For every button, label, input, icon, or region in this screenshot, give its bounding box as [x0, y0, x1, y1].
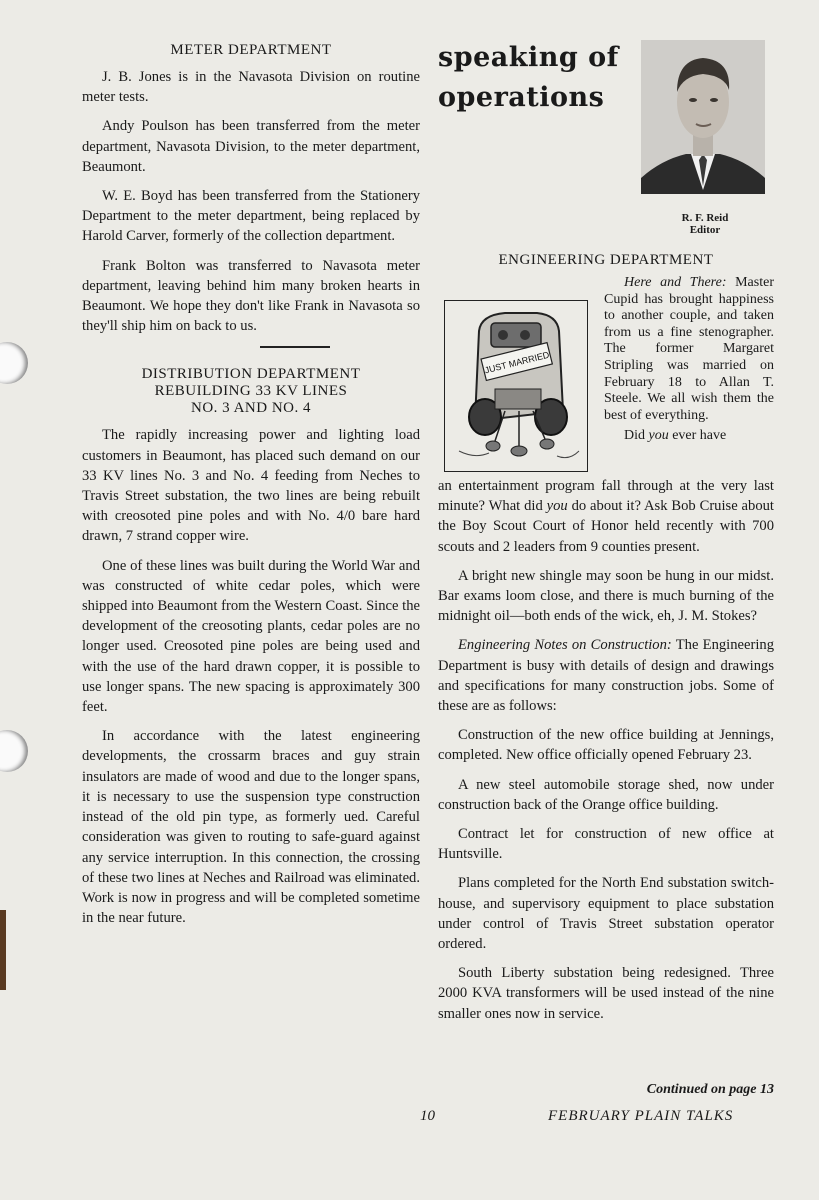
- cartoon-sign-text: JUST MARRIED: [483, 349, 551, 376]
- shingle-paragraph: A bright new shingle may soon be hung in our midst. Bar exams loom close, and there is much burning of the midnight oil—both ends of the wick, eh, J. M. Stokes?: [438, 567, 774, 625]
- binder-hole: [0, 342, 28, 384]
- meter-paragraph: Frank Bolton was transferred to Navasota meter department, leaving behind him many broken hearts in Beaumont. We hope they don't like Frank in Navasota so they'll ship him on back to us.: [82, 257, 420, 335]
- distribution-heading: [82, 366, 420, 417]
- did-you-tail: ever have: [672, 428, 727, 444]
- editor-name: R. F. Reid: [681, 212, 729, 224]
- binder-hole: [0, 730, 28, 772]
- car-cartoon-illustration: [445, 301, 587, 471]
- continued-note: Continued on page 13: [646, 1082, 774, 1097]
- construction-item: South Liberty substation being redesigned. Three 2000 KVA transformers will be used instead of the nine smaller ones now in service.: [438, 965, 774, 1022]
- here-and-there-paragraph: [604, 275, 774, 424]
- construction-item: Plans completed for the North End substation switch-house, and supervisory equipment to place substation under control of Travis Street substation operator ordered.: [438, 875, 774, 953]
- binding-edge: [0, 910, 6, 990]
- editor-photo: [641, 40, 765, 194]
- page-number: 10: [420, 1108, 435, 1124]
- editor-title: Editor: [689, 224, 721, 236]
- did-you-word: Did: [624, 428, 645, 444]
- engineering-notes-paragraph: [438, 635, 774, 716]
- did-you-line: [604, 428, 774, 445]
- meter-department-heading: METER DEPARTMENT: [170, 42, 332, 58]
- distribution-paragraph: In accordance with the latest engineering developments, the crossarm braces and guy strain insulators are made of wood and due to the longer spans, it is necessary to use the suspension type construction instead of the old pin type, as formerly ued. Careful consideration was given to routing to safe-guard against any service interruption. In this connection, the crossing of these two lines at Neches and Railroad was eliminated. Work is now in progress and will be completed sometime in the near future.: [82, 728, 420, 927]
- construction-item: Construction of the new office building at Jennings, completed. New office officially opened February 23.: [438, 727, 774, 764]
- here-and-there-lead: Here and There:: [624, 275, 727, 290]
- did-you-continuation: an entertainment program fall through at the very last minute? What did: [438, 478, 774, 515]
- distribution-heading-line: NO. 3 AND NO. 4: [191, 400, 311, 417]
- engineering-notes-text: The Engineering Department is busy with details of design and drawings and specifications for many construction jobs. Some of these are as follows:: [438, 637, 774, 715]
- meter-paragraph: W. E. Boyd has been transferred from the Stationery Department to the meter department, being replaced by Harold Carver, formerly of the collection department.: [82, 188, 420, 245]
- here-and-there-block: [604, 275, 774, 445]
- distribution-heading-line: DISTRIBUTION DEPARTMENT: [141, 366, 361, 383]
- masthead-line: speaking of: [438, 42, 619, 73]
- you-emphasis: you: [648, 428, 669, 444]
- engineering-department-heading: ENGINEERING DEPARTMENT: [498, 252, 714, 268]
- here-and-there-text: Master Cupid has brought happiness to another couple, and taken from us a fine stenographer. The former Margaret Stripling was married on February 18 to Allan T. Steele. We all wish them the best of everything.: [604, 275, 774, 423]
- you-emphasis: you: [546, 498, 568, 515]
- editor-caption: [650, 212, 760, 236]
- column-masthead: [438, 38, 628, 118]
- left-column: [82, 40, 420, 937]
- distribution-paragraph: The rapidly increasing power and lighting load customers in Beaumont, has placed such demand on our 33 KV lines No. 3 and No. 4 feeding from Neches to Travis Street substation, the two lines are being rebuilt with creosoted pine poles and with No. 4/0 bare hard drawn, 7 strand copper wire.: [82, 427, 420, 545]
- magazine-footer: FEBRUARY PLAIN TALKS: [548, 1108, 734, 1124]
- editor-portrait-image: [641, 40, 765, 194]
- section-divider: [260, 346, 330, 348]
- construction-item: Contract let for construction of new office at Huntsville.: [438, 826, 774, 863]
- right-column-body: [438, 476, 774, 1033]
- meter-paragraph: J. B. Jones is in the Navasota Division on routine meter tests.: [82, 69, 420, 106]
- just-married-cartoon: [444, 300, 588, 472]
- did-you-paragraph: [438, 476, 774, 557]
- masthead-line: operations: [438, 82, 605, 113]
- did-you-continuation: do about it? Ask Bob Cruise about the Boy Scout Court of Honor held recently with 700 scouts and 2 leaders from 9 counties present.: [438, 498, 774, 555]
- construction-item: A new steel automobile storage shed, now under construction back of the Orange office building.: [438, 776, 774, 813]
- meter-paragraph: Andy Poulson has been transferred from the meter department, Navasota Division, to the meter department, Beaumont.: [82, 118, 420, 175]
- engineering-notes-lead: Engineering Notes on Construction:: [458, 637, 672, 654]
- distribution-paragraph: One of these lines was built during the World War and was constructed of white cedar poles, which were shipped into Beaumont from the Western Coast. Since the development of the creosoting plants, cedar poles are no longer used. Creosoted pine poles are being used and with the use of the hard drawn copper, it is possible to use longer spans. The new spacing is approximately 300 feet.: [82, 557, 420, 716]
- distribution-heading-line: REBUILDING 33 KV LINES: [154, 383, 348, 400]
